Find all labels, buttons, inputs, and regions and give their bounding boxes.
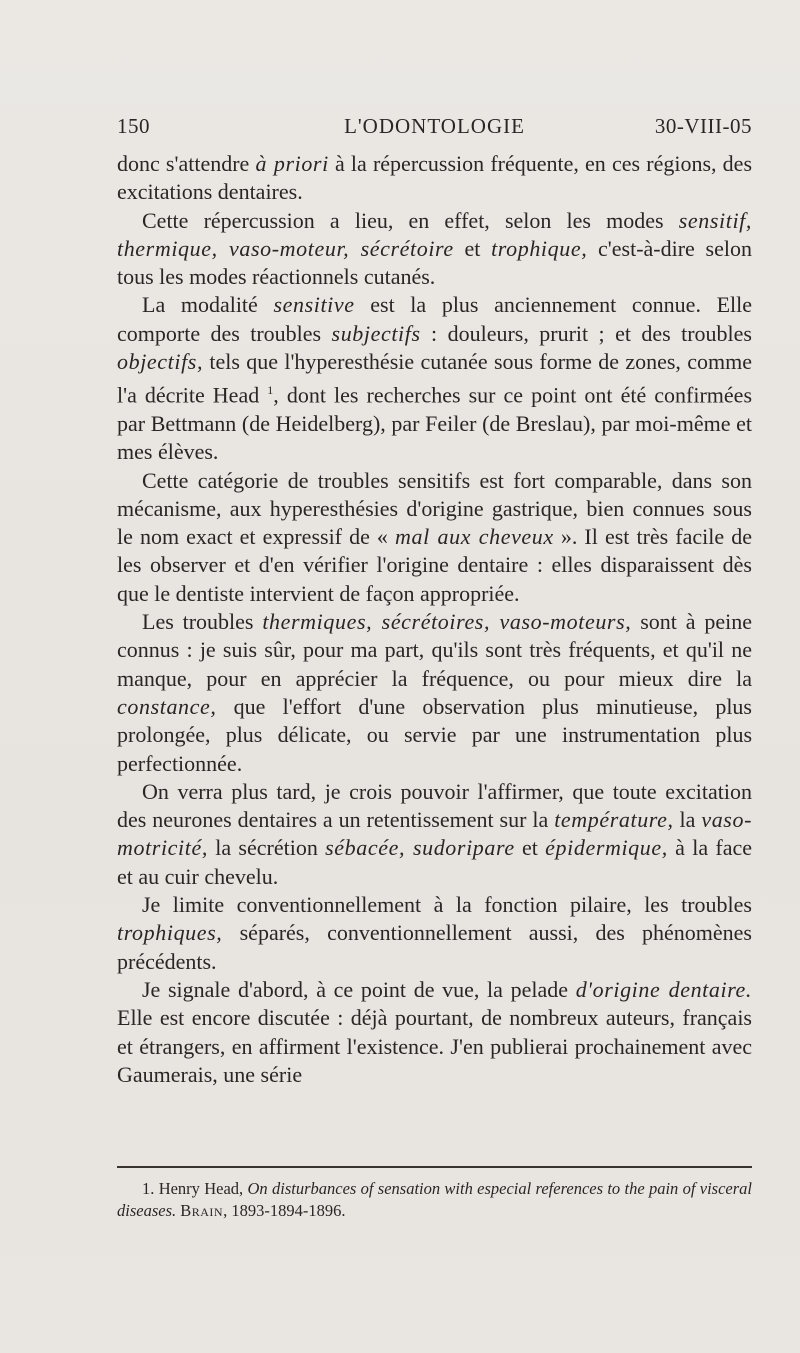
- paragraph: Je limite conventionnellement à la fonction pilaire, les troubles trophiques, séparés, conventionnellement aussi, des phénomènes précédents.: [117, 892, 752, 974]
- body-text: [117, 150, 752, 1089]
- footnote: 1. Henry Head, On disturbances of sensation with especial references to the pain of visceral diseases. Brain, 1893-1894-1896.: [117, 1179, 753, 1220]
- running-header: [117, 114, 752, 144]
- paragraph: Je signale d'abord, à ce point de vue, la pelade d'origine dentaire. Elle est encore discutée : déjà pourtant, de nombreux auteurs, français et étrangers, en affirment l'existence. J'en publierai prochainement avec Gaumerais, une série: [117, 976, 753, 1087]
- page-number: 150: [117, 114, 150, 138]
- paragraph: donc s'attendre à priori à la répercussion fréquente, en ces régions, des excitations dentaires.: [117, 151, 753, 205]
- running-title: L'ODONTOLOGIE: [344, 114, 525, 138]
- footnote-rule: [117, 1166, 752, 1168]
- paragraph: Cette répercussion a lieu, en effet, selon les modes sensitif, thermique, vaso-moteur, sécrétoire et trophique, c'est-à-dire selon tous les modes réactionnels cutanés.: [117, 207, 752, 290]
- paragraph: Cette catégorie de troubles sensitifs est fort comparable, dans son mécanisme, aux hyperesthésies d'origine gastrique, bien connues sous le nom exact et expressif de « mal aux cheveux ». Il est très facile de les observer et d'en vérifier l'origine dentaire : elles disparaissent dès que le dentiste intervient de façon appropriée.: [117, 467, 752, 606]
- paragraph: On verra plus tard, je crois pouvoir l'affirmer, que toute excitation des neurones dentaires a un retentissement sur la température, la vaso-motricité, la sécrétion sébacée, sudoripare et épidermique, à la face et au cuir chevelu.: [117, 778, 752, 889]
- paragraph: Les troubles thermiques, sécrétoires, vaso-moteurs, sont à peine connus : je suis sûr, pour ma part, qu'ils sont très fréquents, et qu'il ne manque, pour en apprécier la fréquence, ou pour mieux dire la constance, que l'effort d'une observation plus minutieuse, plus prolongée, plus délicate, ou servie par une instrumentation plus perfectionnée.: [117, 609, 752, 776]
- footnote-reference: 1: [267, 383, 274, 398]
- paragraph: La modalité sensitive est la plus anciennement connue. Elle comporte des troubles subjectifs : douleurs, prurit ; et des troubles objectifs, tels que l'hyperesthésie cutanée sous forme de zones, comme l'a décrite Head $^1$, dont les recherches sur ce point ont été confirmées par Bettmann (de Heidelberg), par Feiler (de Breslau), par moi-même et mes élèves.: [117, 292, 753, 465]
- issue-date: 30-VIII-05: [654, 114, 752, 138]
